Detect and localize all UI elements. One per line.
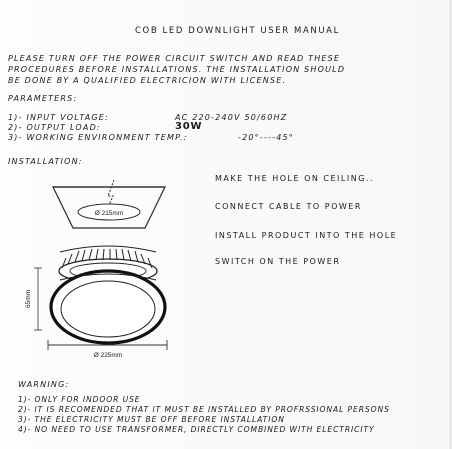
param-label-load: 2)- OUTPUT LOAD: [8, 123, 101, 132]
warning-item-2: 2)- IT IS RECOMENDED THAT IT MUST BE INSTALLED BY PROFRSSIONAL PERSONS [18, 405, 390, 414]
param-label-temp: 3)- WORKING ENVIRONMENT TEMP.: [8, 133, 188, 142]
parameters-heading: PARAMETERS: [8, 94, 78, 103]
param-value-voltage: AC 220-240V 50/60HZ [175, 113, 288, 122]
installation-heading: INSTALLATION: [8, 157, 83, 166]
warning-heading: WARNING: [18, 380, 70, 389]
param-value-temp: -20°----45° [238, 133, 294, 142]
param-label-voltage: 1)- INPUT VOLTAGE: [8, 113, 109, 122]
warning-item-3: 3)- THE ELECTRICITY MUST BE OFF BEFORE INSTALLATION [18, 415, 285, 424]
height-dimension [25, 268, 42, 330]
warning-item-4: 4)- NO NEED TO USE TRANSFORMER, DIRECTLY COMBINED WITH ELECTRICITY [18, 425, 375, 434]
install-step-2: CONNECT CABLE TO POWER [215, 202, 362, 211]
intro-line-3: BE DONE BY A QUALIFIED ELECTRICION WITH LICENSE. [8, 76, 287, 85]
intro-line-2: PROCEDURES BEFORE INSTALLATIONS. THE INSTALLATION SHOULD [8, 65, 346, 74]
downlight-drawing [51, 246, 165, 343]
intro-line-1: PLEASE TURN OFF THE POWER CIRCUIT SWITCH AND READ THESE [8, 54, 341, 63]
install-step-3: INSTALL PRODUCT INTO THE HOLE [215, 231, 398, 240]
install-step-1: MAKE THE HOLE ON CEILING.. [215, 174, 374, 183]
manual-title: COB LED DOWNLIGHT USER MANUAL [135, 26, 340, 36]
warning-item-1: 1)- ONLY FOR INDOOR USE [18, 395, 141, 404]
param-value-load: 30W [175, 121, 203, 132]
install-step-4: SWITCH ON THE POWER [215, 257, 341, 266]
hole-diameter-label: Ø 215mm [94, 210, 124, 217]
diameter-label: Ø 225mm [93, 352, 123, 359]
height-label: 65mm [25, 289, 32, 309]
ceiling-hole-drawing [53, 180, 165, 228]
